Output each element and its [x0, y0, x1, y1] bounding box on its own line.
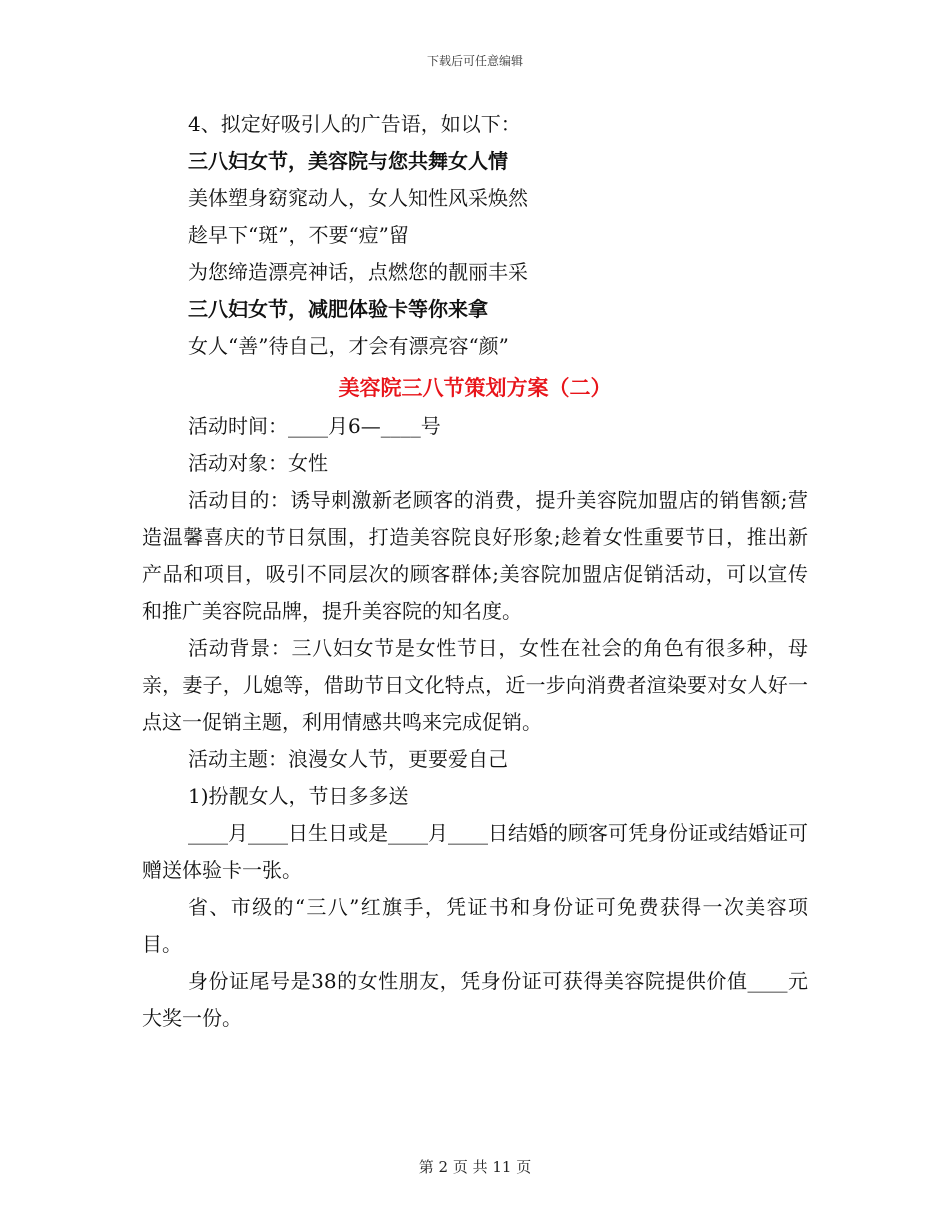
activity-background: 活动背景：三八妇女节是女性节日，女性在社会的角色有很多种，母亲，妻子，儿媳等，借助节日文化特点，近一步向消费者渲染要对女人好一点这一促销主题，利用情感共鸣来完成促销。: [142, 636, 808, 734]
section-title: 美容院三八节策划方案（二）: [338, 375, 612, 400]
ad-slogan-1: 三八妇女节，美容院与您共舞女人情: [188, 149, 508, 173]
activity-purpose: 活动目的：诱导刺激新老顾客的消费，提升美容院加盟店的销售额;营造温馨喜庆的节日氛围，打造美容院良好形象;趁着女性重要节日，推出新产品和项目，吸引不同层次的顾客群体;美容院加盟店促销活动，可以宣传和推广美容院品牌，提升美容院的知名度。: [142, 488, 808, 623]
ad-line-1: 美体塑身窈窕动人，女人知性风采焕然: [188, 186, 528, 210]
activity-target: 活动对象：女性: [188, 451, 328, 475]
item-1-paragraph-3: 身份证尾号是38的女性朋友，凭身份证可获得美容院提供价值____元大奖一份。: [142, 969, 808, 1030]
ad-line-3: 为您缔造漂亮神话，点燃您的靓丽丰采: [188, 260, 528, 284]
ad-slogan-2: 三八妇女节，减肥体验卡等你来拿: [188, 297, 488, 321]
item-1-title: 1)扮靓女人，节日多多送: [188, 784, 409, 808]
ad-line-4: 女人“善”待自己，才会有漂亮容“颜”: [188, 334, 509, 358]
activity-theme: 活动主题：浪漫女人节，更要爱自己: [188, 747, 508, 771]
ad-line-2: 趁早下“斑”，不要“痘”留: [188, 223, 409, 247]
item-1-paragraph-2: 省、市级的“三八”红旗手，凭证书和身份证可免费获得一次美容项目。: [142, 895, 808, 956]
ad-intro: 4、拟定好吸引人的广告语，如以下：: [188, 112, 521, 136]
page-header: 下载后可任意编辑: [426, 54, 523, 68]
item-1-paragraph-1: ____月____日生日或是____月____日结婚的顾客可凭身份证或结婚证可赠送体验卡一张。: [142, 821, 808, 882]
document-body: [142, 106, 808, 1037]
page-footer: 第 2 页 共 11 页: [418, 1158, 532, 1176]
activity-time: 活动时间：____月6—____号: [188, 414, 441, 438]
